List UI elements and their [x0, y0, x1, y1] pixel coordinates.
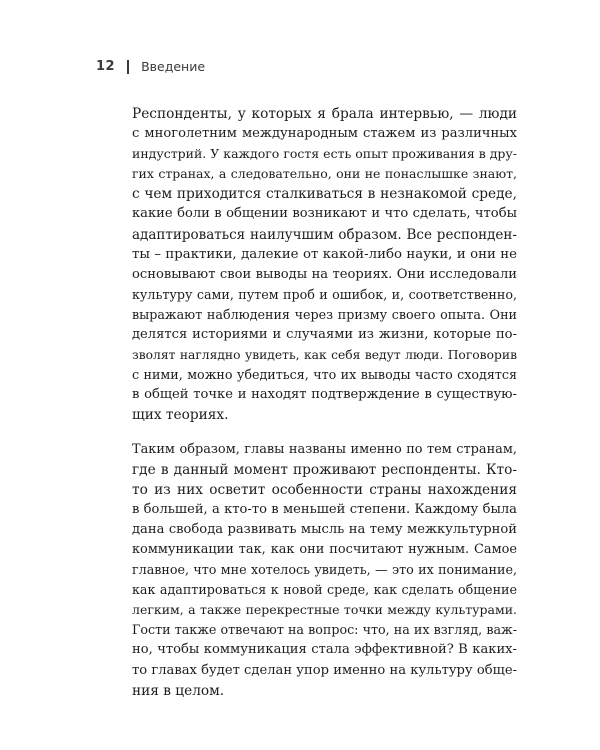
text-line: выражают наблюдения через призму своего опыта. Они [132, 306, 517, 322]
text-line: ты – практики, далекие от какой-либо науки, и они не [132, 246, 517, 262]
body-text [132, 104, 517, 701]
text-line: Гости также отвечают на вопрос: что, на их взгляд, важ- [132, 622, 517, 638]
text-line: то главах будет сделан упор именно на культуру обще- [132, 662, 517, 678]
text-line: какие боли в общении возникают и что сделать, чтобы [132, 206, 517, 222]
text-line: то из них осветит особенности страны нахождения [132, 481, 517, 498]
text-line: основывают свои выводы на теориях. Они исследовали [132, 266, 517, 282]
text-line: индустрий. У каждого гостя есть опыт проживания в дру- [132, 146, 517, 162]
text-line: ния в целом. [132, 682, 225, 699]
text-line: делятся историями и случаями из жизни, которые по- [132, 327, 517, 343]
text-line: Таким образом, главы названы именно по тем странам, [132, 441, 517, 457]
text-line: с ними, можно убедиться, что их выводы часто сходятся [132, 367, 517, 383]
text-line: с многолетним международным стажем из различных [132, 126, 517, 142]
text-line: главное, что мне хотелось увидеть, — это их понимание, [132, 562, 517, 578]
text-line: с чем приходится сталкиваться в незнакомой среде, [132, 186, 517, 203]
section-title: Введение [141, 59, 206, 74]
page-number: 12 [96, 59, 116, 74]
paragraph [132, 440, 517, 701]
text-line: адаптироваться наилучшим образом. Все респонден- [132, 226, 517, 243]
paragraph [132, 104, 517, 426]
header-divider [127, 60, 129, 74]
running-head [96, 59, 205, 74]
text-line: Респонденты, у которых я брала интервью, — люди [132, 106, 517, 122]
text-line: гих странах, а следовательно, они не понаслышке знают, [132, 166, 517, 182]
text-line: где в данный момент проживают респонденты. Кто- [132, 461, 517, 478]
text-line: коммуникации так, как они посчитают нужным. Самое [132, 541, 517, 557]
text-line: но, чтобы коммуникация стала эффективной? В каких- [132, 642, 517, 658]
text-line: щих теориях. [132, 407, 229, 424]
text-line: дана свобода развивать мысль на тему межкультурной [132, 521, 517, 537]
text-line: в общей точке и находят подтверждение в существую- [132, 387, 517, 403]
text-line: легким, а также перекрестные точки между культурами. [132, 602, 517, 618]
text-line: в большей, а кто-то в меньшей степени. Каждому была [132, 501, 517, 517]
text-line: как адаптироваться к новой среде, как сделать общение [132, 582, 517, 598]
text-line: зволят наглядно увидеть, как себя ведут люди. Поговорив [132, 348, 517, 363]
text-line: культуру сами, путем проб и ошибок, и, соответственно, [132, 286, 517, 302]
